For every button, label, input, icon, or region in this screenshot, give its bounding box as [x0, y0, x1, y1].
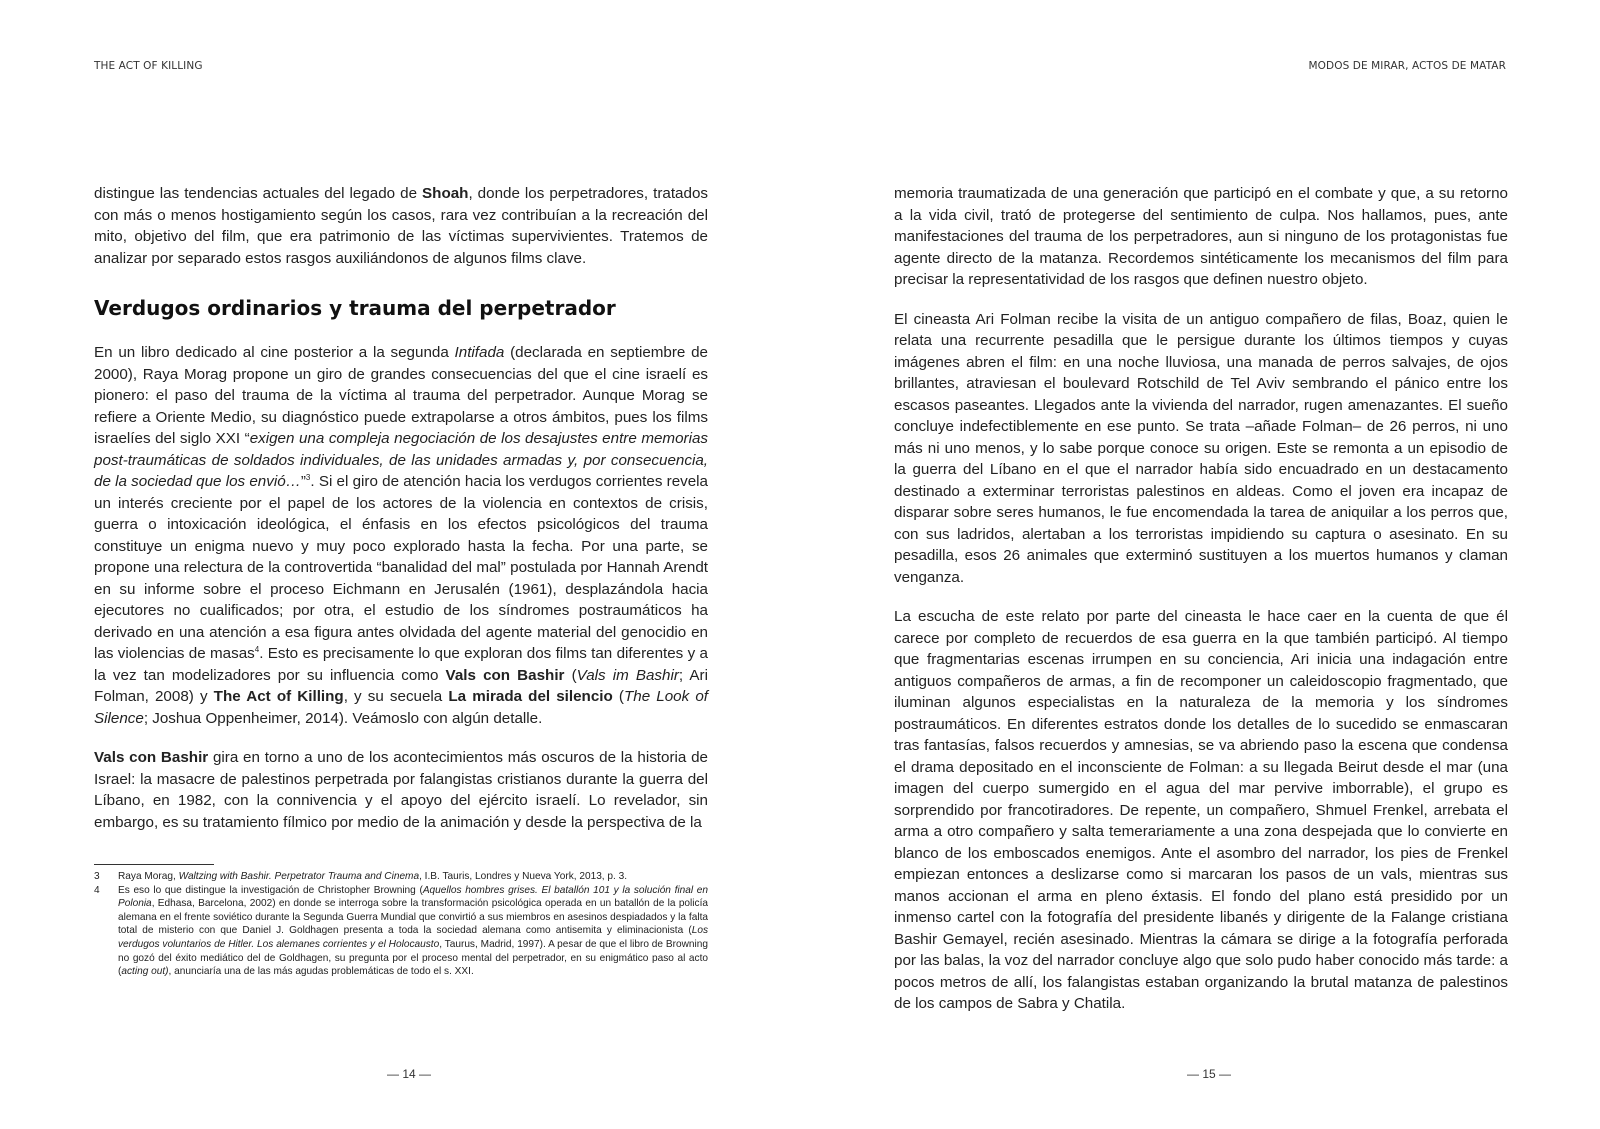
- text-run: . Esto es precisamente lo que exploran dos films tan diferentes y a la vez tan modelizadores por su influencia como: [94, 645, 708, 684]
- left-paragraph-1: [94, 183, 708, 269]
- text-run: (: [564, 666, 577, 684]
- right-paragraph-2: [894, 309, 1508, 589]
- text-run: La escucha de este relato por parte del cineasta le hace caer en la cuenta de que él carece por completo de recuerdos de esa guerra en la que también participó. Al tiempo que fragmentarias escenas irrumpen en su conciencia, Ari inicia una indagación entre antiguos compañeros de armas, a fin de recomponer un caleidoscopio fragmentado, que iluminan algunos especialistas en la naturaleza de la memoria y los síndromes postraumáticos. En diferentes estratos donde los detalles de lo sucedido se enmascaran tras fantasías, falsos recuerdos y amnesias, se va abriendo paso la escena que condensa el drama depositado en el inconsciente de Folman: a su llegada Beirut desde el mar (una imagen del cuerpo sumergido en el agua del mar pervive imborrable), el grupo es sorprendido por francotiradores. De repente, un compañero, Shmuel Frenkel, arrebata el arma a otro compañero y salta temerariamente a una zona despejada que lo convierte en blanco de los emboscados enemigos. Ante el asombro del narrador, los pies de Frenkel empiezan entonces a deslizarse como si marcaran los pasos de un vals, mientras sus manos accionan el arma en pleno éxtasis. El fondo del plano está presidido por un inmenso cartel con la fotografía del presidente libanés y dirigente de la Falange cristiana Bashir Gemayel, recién asesinado. Mientras la cámara se dirige a la fotografía perforada por las balas, la voz del narrador concluye algo que solo pudo haber conocido más tarde: a pocos metros de allí, los falangistas estaban organizando la brutal matanza de palestinos de los campos de Sabra y Chatila.: [894, 608, 1508, 1012]
- text-run: gira en torno a uno de los acontecimientos más oscuros de la historia de Israel: la masacre de palestinos perpetrada por falangistas cristianos durante la guerra del Líbano, en 1982, con la connivencia y el apoyo del ejército israelí. Lo revelador, sin embargo, es su tratamiento fílmico por medio de la animación y desde la perspectiva de la: [94, 749, 708, 831]
- footnote-number: 4: [94, 884, 100, 896]
- right-paragraph-3: [894, 606, 1508, 1015]
- italic-text: Intifada: [454, 344, 505, 361]
- text-run: , donde los perpetradores, tratados con más o menos hostigamiento según los casos, rara vez contribuían a la recreación del mito, objetivo del film, que era patrimonio de las víctimas supervivientes. Tratemos de analizar por separado estos rasgos auxiliándonos de algunos films clave.: [94, 185, 708, 267]
- right-page: [800, 0, 1600, 1129]
- left-paragraph-2: [94, 342, 708, 729]
- italic-text: Vals im Bashir: [576, 666, 679, 684]
- footnote-text: [118, 870, 708, 884]
- text-run: , y su secuela: [343, 688, 449, 705]
- italic-text: The Look of Silence: [94, 688, 708, 727]
- italic-text: acting out): [121, 966, 169, 978]
- bold-title: Vals con Bashir: [445, 666, 565, 684]
- footnote-text: [118, 884, 708, 979]
- right-running-head: MODOS DE MIRAR, ACTOS DE MATAR: [1308, 60, 1506, 72]
- italic-text: Los verdugos voluntarios de Hitler. Los alemanes corrientes y el Holocausto: [118, 925, 708, 950]
- footnote-ref: 3: [305, 472, 311, 482]
- text-run: distingue las tendencias actuales del legado de: [94, 185, 423, 202]
- bold-title: La mirada del silencio: [448, 688, 613, 705]
- right-page-number: — 15 —: [1187, 1067, 1232, 1081]
- left-paragraph-3: [94, 747, 708, 833]
- italic-text: exigen una compleja negociación de los desajustes entre memorias post-traumáticas de soldados individuales, de las unidades armadas y, por consecuencia, de la sociedad que los envió…: [94, 430, 708, 490]
- text-run: , I.B. Tauris, Londres y Nueva York, 2013, p. 3.: [419, 871, 628, 882]
- bold-title: Shoah: [422, 185, 469, 202]
- text-run: , anunciaría una de las más agudas problemáticas de todo el s. XXI.: [168, 966, 474, 978]
- footnote-3: [94, 870, 708, 884]
- footnote-4: [94, 884, 708, 979]
- text-run: (: [612, 688, 624, 705]
- text-run: En un libro dedicado al cine posterior a la segunda: [94, 344, 455, 361]
- text-run: ”: [300, 473, 306, 490]
- italic-text: Aquellos hombres grises. El batallón 101 y la solución final en Polonia: [118, 884, 708, 910]
- italic-text: Waltzing with Bashir. Perpetrator Trauma and Cinema: [178, 871, 420, 882]
- text-run: ; Joshua Oppenheimer, 2014). Veámoslo con algún detalle.: [143, 709, 543, 727]
- right-body-column: [894, 183, 1508, 1015]
- text-run: ; Ari Folman, 2008) y: [94, 666, 708, 705]
- footnote-rule: [94, 864, 214, 865]
- left-body-column: [94, 183, 708, 833]
- bold-title: The Act of Killing: [213, 688, 344, 705]
- text-run: El cineasta Ari Folman recibe la visita de un antiguo compañero de filas, Boaz, quien le relata una recurrente pesadilla que le persigue durante los últimos tiempos y cuyas imágenes abren el film: en una noche lluviosa, una manada de perros salvajes, de ojos brillantes, atraviesan el boulevard Rotschild de Tel Aviv sembrando el pánico entre los escasos paseantes. Llegados ante la vivienda del narrador, rugen amenazantes. El sueño concluye indefectiblemente en ese punto. Se trata –añade Folman– de 26 perros, ni uno más ni uno menos, y lo sabe porque conoce su origen. Este se remonta a un episodio de la guerra del Líbano en el que el narrador había sido encuadrado en un destacamento destinado a exterminar terroristas palestinos en aldeas. Como el joven era incapaz de disparar sobre seres humanos, le fue encomendada la tarea de aniquilar a los perros que, con sus ladridos, alertaban a los terroristas impidiendo su captura o asesinato. En su pesadilla, esos 26 animales que exterminó sustituyen a los muertos humanos y claman venganza.: [894, 310, 1508, 586]
- left-running-head: THE ACT OF KILLING: [94, 60, 203, 72]
- text-run: Es eso lo que distingue la investigación de Christopher Browning (: [118, 884, 423, 896]
- left-page-number: — 14 —: [387, 1067, 432, 1081]
- footnotes: [94, 864, 708, 979]
- text-run: , Edhasa, Barcelona, 2002) en donde se interroga sobre la transformación psicológica operada en un batallón de la policía alemana en el frente soviético durante la Segunda Guerra Mundial que convirtió a sus miembros en asesinos despiadados y la falta total de misterio con que Daniel J. Goldhagen presenta a toda la sociedad alemana como antisemita y eliminacionista (: [118, 898, 708, 937]
- text-run: memoria traumatizada de una generación que participó en el combate y que, a su retorno a la vida civil, trató de protegerse del sentimiento de culpa. Nos hallamos, pues, ante manifestaciones del trauma de los perpetradores, aun si ninguno de los protagonistas fue agente directo de la matanza. Recordemos sintéticamente los mecanismos del film para precisar la representatividad de los rasgos que definen nuestro objeto.: [894, 185, 1508, 288]
- text-run: Raya Morag,: [118, 871, 179, 882]
- text-run: , Taurus, Madrid, 1997). A pesar de que el libro de Browning no gozó del éxito mediático del de Goldhagen, su pregunta por el proceso mental del perpetrador, en su enigmático paso al acto (: [118, 938, 708, 978]
- text-run: (declarada en septiembre de 2000), Raya Morag propone un giro de grandes consecuencias del que el cine israelí es pionero: el paso del trauma de la víctima al trauma del perpetrador. Aunque Morag se refiere a Oriente Medio, su diagnóstico puede extrapolarse a otros ámbitos, pues los films israelíes del siglo XXI “: [94, 344, 708, 447]
- footnote-ref: 4: [254, 644, 260, 654]
- bold-title: Vals con Bashir: [94, 749, 209, 766]
- section-heading: Verdugos ordinarios y trauma del perpetrador: [94, 296, 616, 320]
- right-paragraph-1: [894, 183, 1508, 291]
- text-run: . Si el giro de atención hacia los verdugos corrientes revela un interés creciente por el papel de los actores de la violencia en contextos de crisis, guerra o intoxicación ideológica, el énfasis en los efectos psicológicos del trauma constituye un enigma nuevo y muy poco explorado hasta la fecha. Por una parte, se propone una relectura de la controvertida “banalidad del mal” postulada por Hannah Arendt en su informe sobre el proceso Eichmann en Jerusalén (1961), desplazándola hacia ejecutores no cualificados; por otra, el estudio de los síndromes postraumáticos ha derivado en una atención a esa figura antes olvidada del agente material del genocidio en las violencias de masas: [94, 473, 709, 662]
- footnote-number: 3: [94, 871, 100, 882]
